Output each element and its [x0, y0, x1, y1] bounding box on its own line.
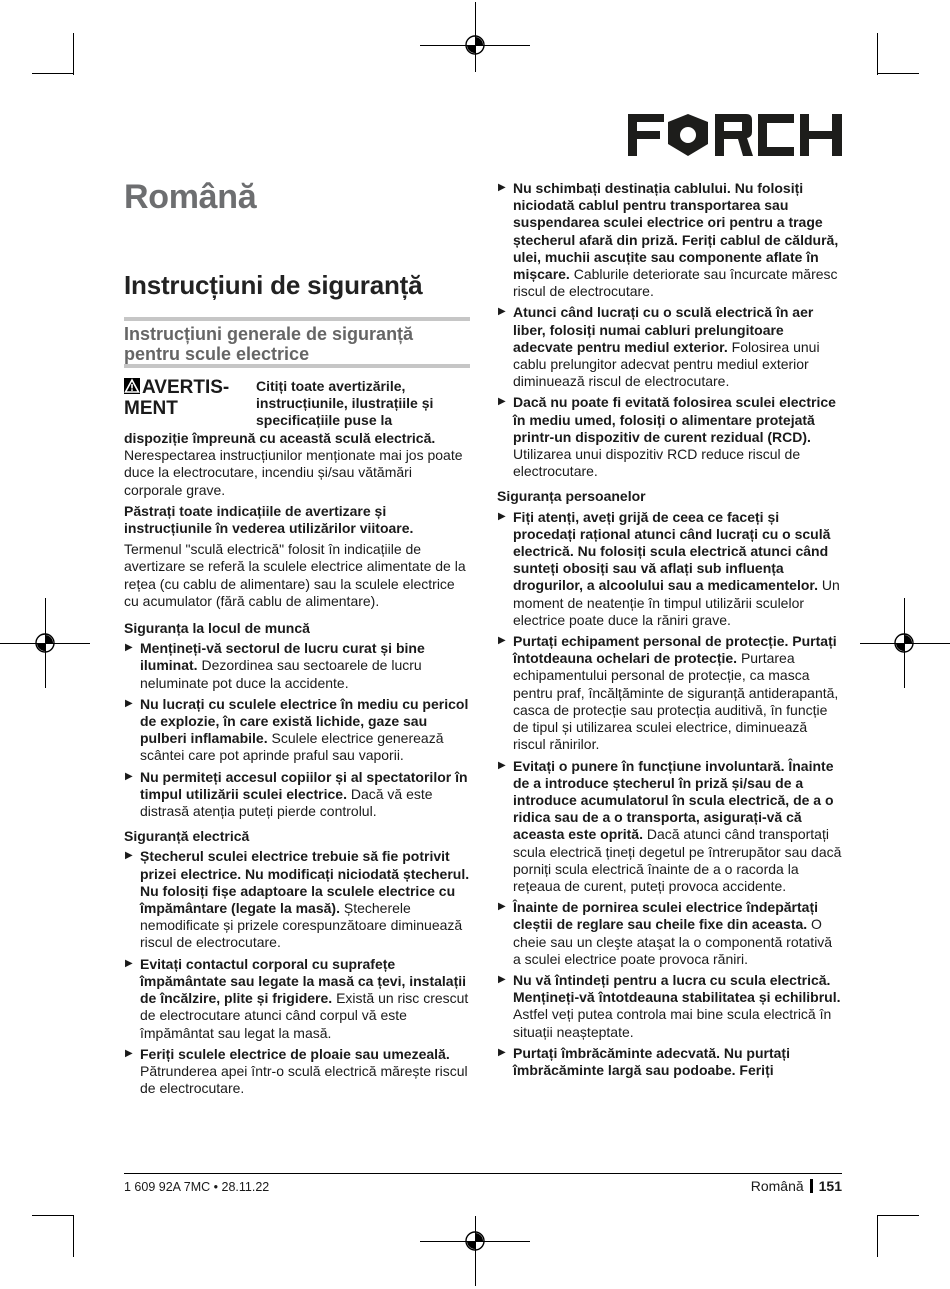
list-item: ▶ Evitați contactul corporal cu suprafețe împământate sau legate la masă ca țevi, instalații de încălzire, plite și frigidere. Există un risc crescut de electrocutare atunci când corpul vă este împământat sau legat la masă. [125, 955, 469, 1041]
bullet-triangle-icon: ▶ [498, 396, 506, 408]
footer-language: Română [750, 1178, 804, 1194]
list-item: ▶ Dacă nu poate fi evitată folosirea sculei electrice în mediu umed, folosiți o alimentare protejată printr-un dispozitiv de curent rezidual (RCD). Utilizarea unui dispozitiv RCD reduce riscul de electrocutare. [498, 394, 836, 480]
crop-mark [32, 73, 74, 74]
section-heading-work-area: Siguranța la locul de muncă [124, 620, 310, 637]
list-item: ▶ Purtați îmbrăcăminte adecvată. Nu purtați îmbrăcăminte largă sau podoabe. Feriți [498, 1044, 790, 1078]
bullet-triangle-icon: ▶ [125, 697, 133, 709]
keep-instructions: Păstrați toate indicațiile de avertizare și instrucțiunile în vederea utilizărilor viitoare. [124, 502, 414, 537]
registration-mark-icon [464, 34, 486, 56]
warning-text: Nerespectarea instrucțiunilor menționate mai jos poate duce la electrocutare, incendiu și/sau vătămări corporale grave. [124, 447, 463, 498]
list-item: ▶ Ștecherul sculei electrice trebuie să fie potrivit prizei electrice. Nu modificați niciodată ștecherul. Nu folosiți fișe adaptoare la sculele electrice cu împământare (legate la masă). Ștecherele nemodificate și prizele corespunzătoare diminuează riscul de electrocutare. [125, 848, 470, 951]
list-item: ▶ Atunci când lucrați cu o sculă electrică în aer liber, folosiți numai cabluri prelungitoare adecvate pentru mediul exterior. Folosirea unui cablu prelungitor adecvat pentru mediul exterior diminuează riscul de electrocutare. [498, 304, 820, 390]
footer-page-info [751, 1178, 842, 1194]
footer-divider [124, 1173, 842, 1174]
list-item: ▶ Feriți sculele electrice de ploaie sau umezeală. Pătrunderea apei într-o sculă electrică mărește riscul de electrocutare. [125, 1045, 468, 1097]
bullet-triangle-icon: ▶ [498, 510, 506, 522]
bullet-triangle-icon: ▶ [125, 770, 133, 782]
list-item: ▶ Înainte de pornirea sculei electrice îndepărtați cleștii de reglare sau cheile fixe din aceasta. O cheie sau un cleşte ataşat la o componentă rotativă a sculei electrice poate provoca răniri. [498, 899, 833, 967]
crop-mark [877, 33, 878, 75]
section-heading-personal: Siguranța persoanelor [497, 488, 646, 505]
list-item: ▶ Nu schimbați destinația cablului. Nu folosiți niciodată cablul pentru transportarea sau suspendarea sculei electrice ori pentru a trage ștecherul afară din priză. Feriți cablul de căldură, ulei, muchii ascuțite sau componente aflate în mișcare. Cablurile deteriorate sau încurcate măresc riscul de electrocutare. [498, 180, 839, 300]
bullet-triangle-icon: ▶ [498, 1046, 506, 1058]
warning-bold-text: dispoziție împreună cu această sculă electrică. [124, 430, 436, 446]
bullet-triangle-icon: ▶ [498, 182, 506, 193]
crop-mark [877, 1215, 919, 1216]
list-item: ▶ Nu permiteți accesul copiilor și al spectatorilor în timpul utilizării sculei electrice. Dacă vă este distrasă atenția puteți pierde controlul. [125, 768, 468, 820]
divider [124, 317, 470, 321]
warning-side-text: Citiți toate avertizările, instrucțiunile, ilustrațiile și specificațiile puse la [256, 378, 434, 429]
warning-label: AVERTIS- MENT [124, 377, 230, 419]
bullet-triangle-icon: ▶ [125, 957, 133, 969]
list-item: ▶ Nu vă întindeți pentru a lucra cu scula electrică. Mențineți-vă întotdeauna stabilitatea și echilibrul. Astfel veți putea controla mai bine scula electrică în situații neașteptate. [498, 971, 841, 1040]
registration-mark-icon [464, 1230, 486, 1252]
bullet-triangle-icon: ▶ [125, 850, 133, 862]
crop-mark [32, 1215, 74, 1216]
bullet-triangle-icon: ▶ [498, 306, 506, 318]
divider [124, 364, 470, 368]
list-item: ▶ Purtați echipament personal de protecție. Purtați întotdeauna ochelari de protecție. Purtarea echipamentului personal de protecție, ca masca pentru praf, încălțăminte de siguranță antiderapantă, casca de protecție sau protecția auditivă, în funcție de tipul și utilizarea sculei electrice, diminuează riscul rănirilor. [498, 633, 839, 753]
list-item: ▶ Evitați o punere în funcțiune involuntară. Înainte de a introduce ștecherul în priză și/sau de a introduce acumulatorul în scula electrică, de a o ridica sau de a o transporta, asigurați-vă că aceasta este oprită. Dacă atunci când transportați scula electrică țineți degetul pe întrerupător sau dacă porniți scula electrică înainte de a o racorda la rețeaua de curent, puteți provoca accidente. [498, 757, 842, 894]
right-column [497, 180, 842, 1083]
forch-logo [628, 114, 842, 156]
bullet-triangle-icon: ▶ [498, 901, 506, 913]
page-number: 151 [818, 1178, 842, 1194]
bullet-triangle-icon: ▶ [498, 759, 506, 771]
section-subtitle: Instrucțiuni generale de siguranță pentru scule electrice [124, 324, 414, 364]
bullet-triangle-icon: ▶ [498, 973, 506, 985]
crop-mark [73, 1215, 74, 1257]
crop-mark [73, 33, 74, 75]
warning-block [124, 378, 470, 430]
page-title: Instrucțiuni de siguranță [124, 270, 423, 300]
left-column [124, 378, 470, 1101]
warning-triangle-icon [124, 378, 140, 394]
bullet-triangle-icon: ▶ [125, 1047, 133, 1059]
registration-mark-icon [893, 632, 915, 654]
language-heading: Română [124, 178, 257, 216]
document-code: 1 609 92A 7MC • 28.11.22 [124, 1180, 270, 1194]
registration-mark-icon [34, 632, 56, 654]
crop-mark [877, 73, 919, 74]
term-definition: Termenul "sculă electrică" folosit în indicațiile de avertizare se referă la sculele electrice alimentate de la rețea (cu cablu de alimentare) sau la sculele electrice cu acumulator (fără cablu de alimentare). [124, 541, 466, 609]
list-item: ▶ Mențineți-vă sectorul de lucru curat și bine iluminat. Dezordinea sau sectoarele de lucru neluminate pot duce la accidente. [125, 640, 425, 691]
list-item: ▶ Nu lucrați cu sculele electrice în mediu cu pericol de explozie, în care există lichide, gaze sau pulberi inflamabile. Sculele electrice generează scântei care pot aprinde praful sau vaporii. [125, 695, 469, 764]
bullet-triangle-icon: ▶ [498, 635, 506, 647]
footer-separator [810, 1179, 813, 1193]
list-item: ▶ Fiți atenți, aveți grijă de ceea ce faceți și procedați rațional atunci când lucrați cu o sculă electrică. Nu folosiți scula electrică atunci când sunteți obosiți sau vă aflați sub influența drogurilor, a alcoolului sau a medicamentelor. Un moment de neatenție în timpul utilizării sculelor electrice poate duce la răniri grave. [498, 508, 840, 628]
crop-mark [877, 1215, 878, 1257]
section-heading-electrical: Siguranță electrică [124, 828, 250, 845]
bullet-triangle-icon: ▶ [125, 642, 133, 654]
